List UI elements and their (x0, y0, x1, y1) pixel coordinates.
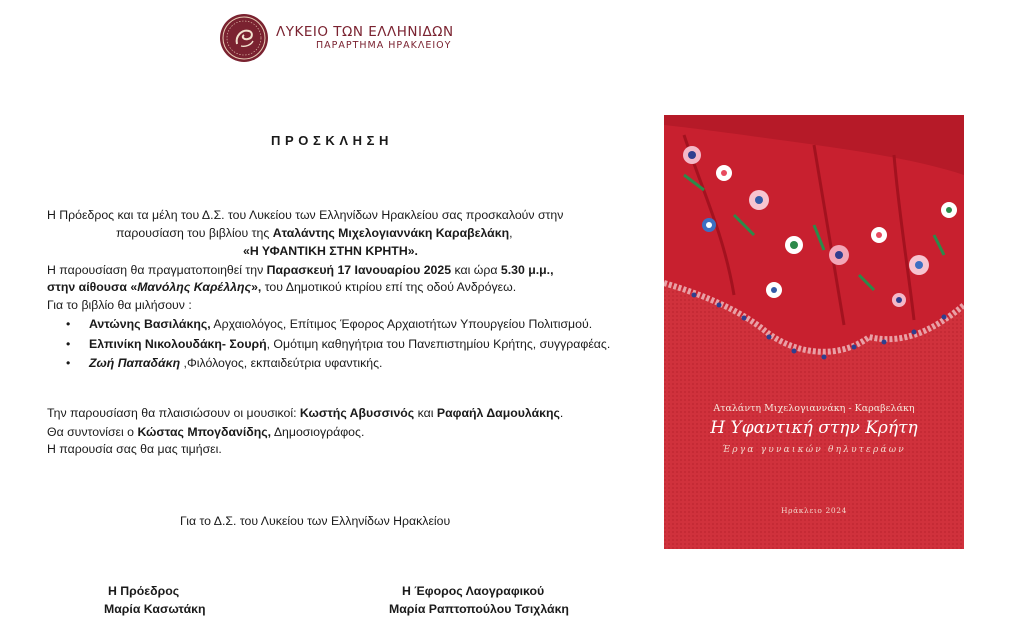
speakers-intro: Για το βιβλίο θα μιλήσουν : (47, 298, 192, 312)
moderator-prefix: Θα συντονίσει ο (47, 425, 138, 439)
book-author: Αταλάντης Μιχελογιαννάκη Καραβελάκη (272, 226, 510, 240)
organization-name: ΛΥΚΕΙΟ ΤΩΝ ΕΛΛΗΝΙΔΩΝ (276, 24, 454, 40)
book-cover (664, 115, 964, 549)
cover-title: Η Υφαντική στην Κρήτη (710, 418, 918, 438)
intro-line-1: Η Πρόεδρος και τα μέλη του Δ.Σ. του Λυκείου των Ελληνίδων Ηρακλείου σας προσκαλούν στην (47, 208, 564, 222)
organization-branch: ΠΑΡΑΡΤΗΜΑ ΗΡΑΚΛΕΙΟΥ (316, 40, 452, 51)
speaker-name: Ελπινίκη Νικολουδάκη- Σουρή (89, 336, 267, 351)
event-location: του Δημοτικού κτιρίου επί της οδού Ανδρόγεω. (261, 280, 517, 294)
moderator-name: Κώστας Μπογδανίδης, (137, 425, 272, 439)
closing-line: Η παρουσία σας θα μας τιμήσει. (47, 442, 222, 456)
event-line-2 (47, 279, 516, 296)
speaker-description: , Ομότιμη καθηγήτρια του Πανεπιστημίου Κρήτης, συγγραφέας. (266, 336, 611, 351)
cover-author: Αταλάντη Μιχελογιαννάκη - Καραβελάκη (713, 403, 915, 414)
event-line-1 (47, 262, 554, 279)
cover-subtitle: Έργα γυναικών θηλυτεράων (722, 445, 906, 455)
music-prefix: Την παρουσίαση θα πλαισιώσουν οι μουσικοί: (47, 406, 300, 420)
event-line-1-prefix: Η παρουσίαση θα πραγματοποιηθεί την (47, 263, 267, 277)
bullet-icon: • (66, 356, 71, 370)
embroidered-textile-image (664, 115, 964, 549)
signoff-line: Για το Δ.Σ. του Λυκείου των Ελληνίδων Ηρακλείου (180, 514, 451, 528)
music-suffix: . (559, 406, 564, 420)
moderator-line (47, 424, 364, 441)
event-date: Παρασκευή 17 Ιανουαρίου 2025 (266, 263, 452, 277)
event-line-1-mid: και ώρα (451, 263, 501, 277)
intro-line-2-prefix: παρουσίαση του βιβλίου της (116, 226, 273, 240)
bullet-icon: • (66, 317, 71, 331)
signature-role: Η Πρόεδρος (108, 584, 180, 598)
intro-line-2-suffix: , (509, 226, 513, 240)
organization-name-block (276, 24, 454, 52)
bullet-icon: • (66, 336, 71, 351)
speaker-item (66, 336, 614, 353)
speaker-item (66, 316, 614, 333)
document-heading: ΠΡΟΣΚΛΗΣΗ (271, 133, 394, 148)
lyceum-seal-icon (220, 14, 268, 62)
moderator-role: Δημοσιογράφος. (271, 425, 365, 439)
cover-place-year: Ηράκλειο 2024 (780, 506, 848, 515)
signature-role: Η Έφορος Λαογραφικού (402, 584, 545, 598)
speaker-description: Αρχαιολόγος, Επίτιμος Έφορος Αρχαιοτήτων Υπουργείου Πολιτισμού. (210, 317, 593, 331)
event-time: 5.30 μ.μ., (500, 263, 554, 277)
music-mid: και (414, 406, 437, 420)
speakers-list (66, 316, 614, 375)
event-venue-suffix: », (251, 280, 262, 294)
organization-logo (220, 14, 454, 62)
signature-name: Μαρία Κασωτάκη (104, 602, 206, 616)
musician-name: Ραφαήλ Δαμουλάκης (436, 406, 560, 420)
speaker-name: Αντώνης Βασιλάκης, (89, 317, 211, 331)
speaker-item (66, 355, 614, 372)
speaker-name: Ζωή Παπαδάκη (89, 356, 181, 370)
signature-name: Μαρία Ραπτοπούλου Τσιχλάκη (389, 602, 569, 616)
book-title-text: «Η ΥΦΑΝΤΙΚΗ ΣΤΗΝ ΚΡΗΤΗ». (243, 244, 418, 258)
intro-line-2 (116, 225, 513, 242)
event-venue: Μανόλης Καρέλλης (137, 280, 252, 294)
music-line (47, 405, 563, 422)
speaker-description: ,Φιλόλογος, εκπαιδεύτρια υφαντικής. (180, 356, 383, 370)
musician-name: Κωστής Αβυσσινός (299, 406, 415, 420)
event-venue-prefix: στην αίθουσα « (47, 280, 138, 294)
book-title (243, 243, 418, 260)
